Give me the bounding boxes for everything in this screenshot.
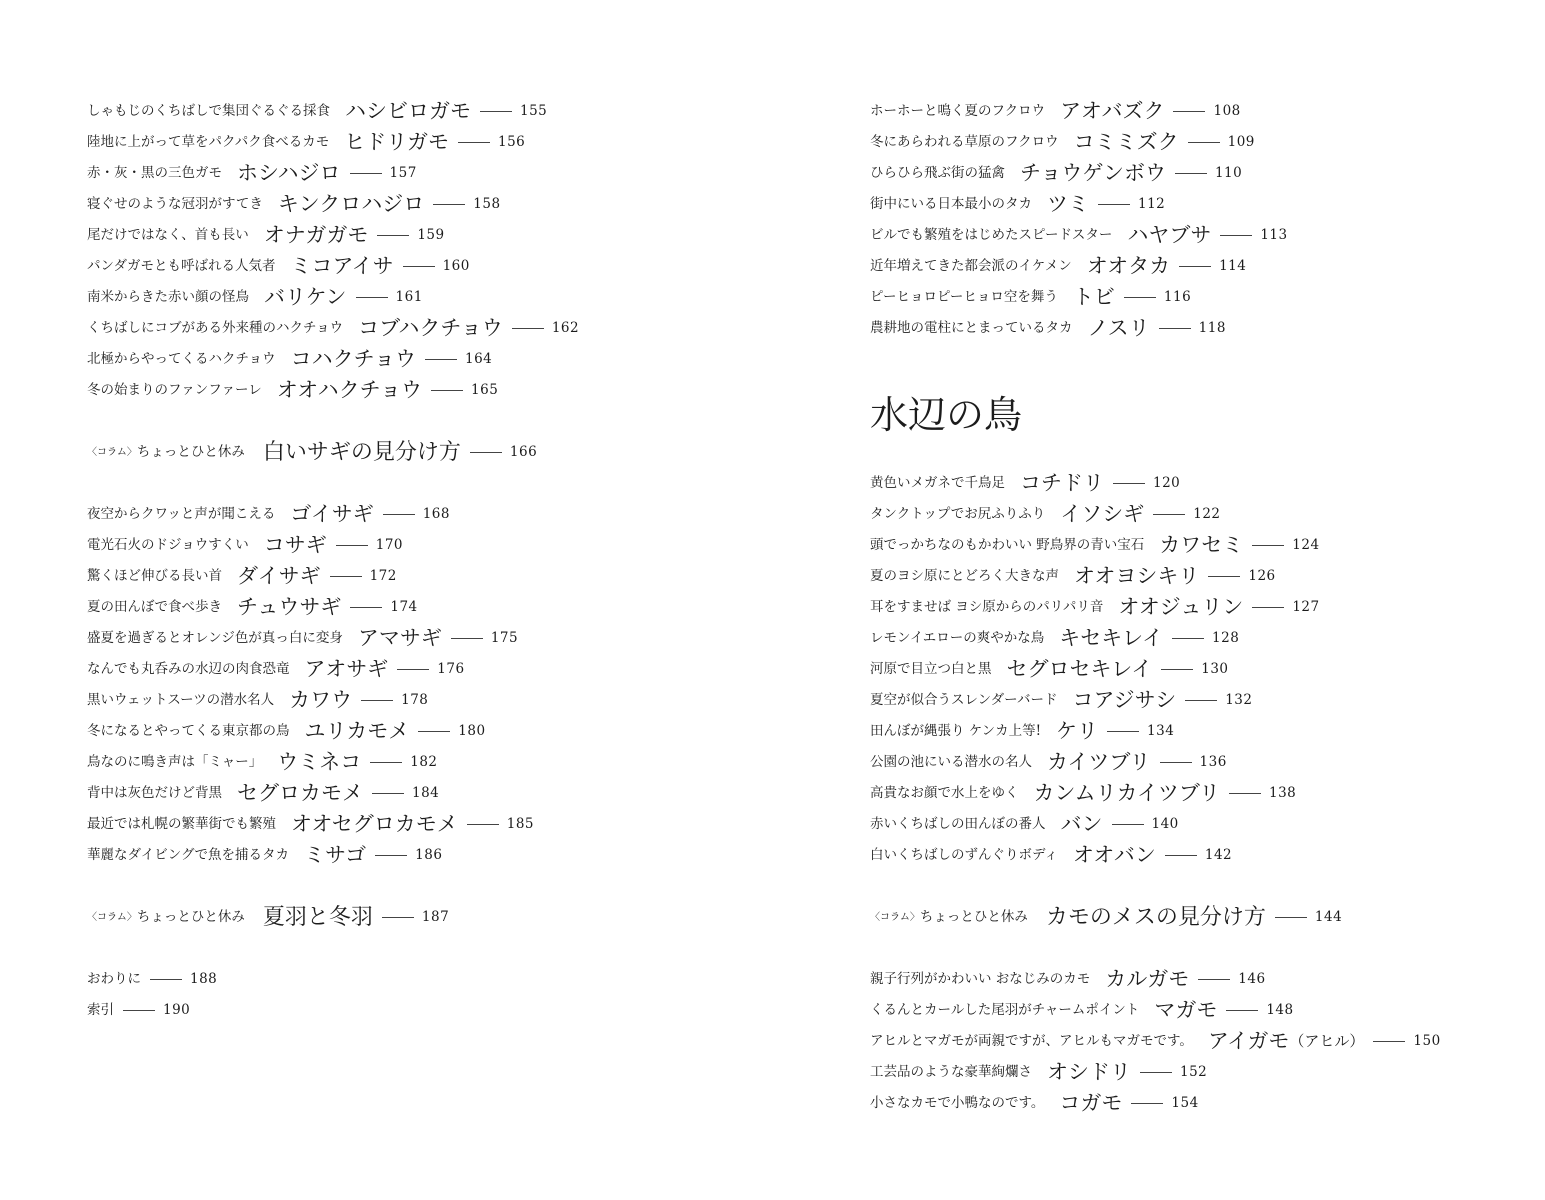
leader-line	[361, 700, 393, 701]
toc-entry	[87, 840, 727, 871]
entry-description: おわりに	[87, 971, 141, 987]
entry-description: 北極からやってくるハクチョウ	[87, 351, 276, 367]
page-number: 126	[1248, 568, 1276, 584]
entry-description: 夜空からクワッと声が聞こえる	[87, 506, 276, 522]
entry-description: 夏空が似合うスレンダーバード	[870, 692, 1058, 708]
leader-line	[403, 266, 435, 267]
section-heading: 水辺の鳥	[870, 393, 1023, 437]
page-number: 172	[369, 568, 397, 584]
page-number: 127	[1292, 599, 1320, 615]
toc-entry	[87, 344, 727, 375]
leader-line	[372, 793, 404, 794]
page-number: 138	[1268, 785, 1297, 801]
toc-entry	[870, 499, 1510, 530]
leader-line	[1098, 204, 1130, 205]
entry-description: ビルでも繁殖をはじめたスピードスター	[870, 227, 1113, 243]
toc-entry	[870, 716, 1510, 747]
entry-description: くるんとカールした尾羽がチャームポイント	[870, 1002, 1140, 1018]
toc-entry	[87, 716, 727, 747]
page-number: 184	[412, 785, 440, 801]
bird-name: オオジュリン	[1118, 595, 1244, 619]
column-title: カモのメスの見分け方	[1045, 905, 1266, 930]
entry-description: 冬の始まりのファンファーレ	[87, 382, 262, 398]
entry-description: アヒルとマガモが両親ですが、アヒルもマガモです。	[870, 1033, 1193, 1049]
page-number: 178	[401, 692, 429, 708]
leader-line	[1131, 1103, 1163, 1104]
page-number: 113	[1260, 227, 1288, 243]
page-number: 182	[410, 754, 438, 770]
toc-entry	[87, 220, 727, 251]
leader-line	[123, 1010, 155, 1011]
bird-name: ハヤブサ	[1127, 223, 1212, 247]
toc-entry	[870, 251, 1510, 282]
page-number: 134	[1147, 723, 1175, 739]
bird-name: チュウサギ	[237, 595, 342, 619]
bird-name: イソシギ	[1060, 502, 1145, 526]
entry-description: なんでも丸呑みの水辺の肉食恐竜	[87, 661, 290, 677]
bird-name: ミコアイサ	[290, 254, 394, 278]
entry-description: 小さなカモで小鴨なのです。	[870, 1095, 1045, 1111]
page-number: 180	[458, 723, 486, 739]
page-number: 142	[1204, 847, 1233, 863]
page-number: 159	[417, 227, 445, 243]
column-label: ちょっとひと休み	[136, 444, 245, 460]
bird-name: カイツブリ	[1047, 750, 1151, 774]
leader-line	[1179, 266, 1211, 267]
toc-entry	[87, 189, 727, 220]
entry-description: 黄色いメガネで千鳥足	[870, 475, 1005, 491]
leader-line	[1175, 173, 1207, 174]
column-group	[87, 902, 727, 933]
leader-line	[1113, 483, 1145, 484]
leader-line	[1373, 1041, 1405, 1042]
toc-entry	[870, 282, 1510, 313]
leader-line	[370, 762, 402, 763]
toc-entry	[87, 809, 727, 840]
leader-line	[1229, 793, 1261, 794]
leader-line	[458, 142, 490, 143]
column-label: ちょっとひと休み	[136, 909, 245, 925]
entry-description: 華麗なダイビングで魚を捕るタカ	[87, 847, 289, 863]
entry-description: 夏のヨシ原にとどろく大きな声	[870, 568, 1059, 584]
bird-name: アオバズク	[1060, 99, 1165, 123]
toc-entry	[87, 313, 727, 344]
bird-name: コミミズク	[1073, 130, 1179, 154]
page-number: 162	[551, 320, 580, 336]
leader-line	[1208, 576, 1240, 577]
entry-group	[87, 964, 727, 1026]
page-number: 144	[1314, 909, 1343, 925]
page-number: 146	[1238, 971, 1266, 987]
page-number: 186	[415, 847, 443, 863]
page-number: 154	[1171, 1095, 1199, 1111]
page-number: 132	[1225, 692, 1253, 708]
leader-line	[1172, 638, 1204, 639]
leader-line	[512, 328, 544, 329]
bird-name: カンムリカイツブリ	[1033, 781, 1220, 805]
bird-name: セグロカモメ	[237, 781, 363, 805]
entry-description: 冬にあらわれる草原のフクロウ	[870, 134, 1059, 150]
page-number: 109	[1227, 134, 1255, 150]
bird-name: ダイサギ	[237, 564, 321, 588]
leader-line	[1107, 731, 1139, 732]
toc-entry	[87, 127, 727, 158]
bird-name: キセキレイ	[1059, 626, 1164, 650]
bird-name: アイガモ	[1207, 1029, 1290, 1053]
entry-description: 工芸品のような豪華絢爛さ	[870, 1064, 1032, 1080]
toc-entry	[870, 809, 1510, 840]
page-number: 158	[473, 196, 501, 212]
leader-line	[1153, 514, 1185, 515]
entry-group	[87, 96, 727, 406]
leader-line	[397, 669, 429, 670]
bird-name: オオハクチョウ	[276, 378, 423, 402]
entry-group	[870, 964, 1510, 1119]
leader-line	[1165, 855, 1197, 856]
column-title: 夏羽と冬羽	[262, 905, 373, 930]
entry-description: 近年増えてきた都会派のイケメン	[870, 258, 1072, 274]
bird-name: オシドリ	[1047, 1060, 1131, 1084]
toc-entry	[87, 654, 727, 685]
leader-line	[1124, 297, 1156, 298]
page-number: 165	[471, 382, 499, 398]
bird-name: ケリ	[1056, 719, 1099, 743]
toc-entry	[870, 189, 1510, 220]
toc-entry	[870, 964, 1510, 995]
leader-line	[1173, 111, 1205, 112]
right-toc-column	[870, 96, 1510, 1119]
page-number: 157	[389, 165, 417, 181]
leader-line	[336, 545, 368, 546]
bird-name-note: （アヒル）	[1289, 1032, 1365, 1050]
page-number: 166	[509, 444, 538, 460]
column-label: ちょっとひと休み	[919, 909, 1028, 925]
toc-entry	[87, 778, 727, 809]
leader-line	[382, 917, 414, 918]
leader-line	[356, 297, 388, 298]
entry-description: 高貴なお顔で水上をゆく	[870, 785, 1019, 801]
entry-group	[870, 96, 1510, 344]
toc-entry	[87, 561, 727, 592]
leader-line	[1159, 328, 1191, 329]
toc-entry	[870, 158, 1510, 189]
entry-description: 鳥なのに鳴き声は「ミャー」	[87, 754, 263, 770]
toc-entry	[87, 964, 727, 995]
entry-group	[87, 499, 727, 871]
leader-line	[377, 235, 409, 236]
entry-description: 黒いウェットスーツの潜水名人	[87, 692, 275, 708]
entry-description: パンダガモとも呼ばれる人気者	[87, 258, 276, 274]
toc-entry	[870, 313, 1510, 344]
entry-description: 白いくちばしのずんぐりボディ	[870, 847, 1058, 863]
entry-description: しゃもじのくちばしで集団ぐるぐる採食	[87, 103, 330, 119]
bird-name: カルガモ	[1105, 967, 1190, 991]
entry-description: 電光石火のドジョウすくい	[87, 537, 249, 553]
leader-line	[418, 731, 450, 732]
leader-line	[431, 390, 463, 391]
entry-description: 公園の池にいる潜水の名人	[870, 754, 1032, 770]
column-group	[870, 902, 1510, 933]
page-number: 170	[375, 537, 404, 553]
entry-description: 赤いくちばしの田んぼの番人	[870, 816, 1046, 832]
entry-description: 背中は灰色だけど背黒	[87, 785, 222, 801]
leader-line	[375, 855, 407, 856]
column-group	[87, 437, 727, 468]
page-number: 114	[1219, 258, 1247, 274]
page-number: 176	[437, 661, 465, 677]
bird-name: ノスリ	[1087, 316, 1150, 340]
page-number: 175	[490, 630, 519, 646]
entry-group	[870, 468, 1510, 871]
leader-line	[467, 824, 499, 825]
bird-name: コブハクチョウ	[358, 316, 503, 340]
entry-description: 河原で目立つ白と黒	[870, 661, 992, 677]
entry-description: 索引	[87, 1002, 114, 1018]
bird-name: ミサゴ	[303, 843, 367, 867]
entry-description: 農耕地の電柱にとまっているタカ	[870, 320, 1073, 336]
entry-description: 尾だけではなく、首も長い	[87, 227, 249, 243]
column-entry	[870, 902, 1510, 933]
toc-entry	[870, 96, 1510, 127]
page-number: 164	[464, 351, 493, 367]
page-number: 187	[421, 909, 450, 925]
leader-line	[425, 359, 457, 360]
page-number: 174	[390, 599, 418, 615]
entry-description: 冬になるとやってくる東京都の鳥	[87, 723, 290, 739]
bird-name: オオセグロカモメ	[291, 812, 458, 836]
page-number: 118	[1198, 320, 1226, 336]
entry-description: 赤・灰・黒の三色ガモ	[87, 165, 222, 181]
entry-description: タンクトップでお尻ふりふり	[870, 506, 1046, 522]
toc-entry	[870, 468, 1510, 499]
column-prefix: 〈コラム〉	[87, 912, 137, 923]
page-number: 152	[1180, 1064, 1208, 1080]
page-number: 130	[1201, 661, 1229, 677]
bird-name: ゴイサギ	[290, 502, 374, 526]
leader-line	[1220, 235, 1252, 236]
bird-name: オオタカ	[1086, 254, 1171, 278]
entry-description: 街中にいる日本最小のタカ	[870, 196, 1032, 212]
bird-name: キンクロハジロ	[277, 192, 425, 216]
page-number: 190	[163, 1002, 191, 1018]
page-number: 161	[395, 289, 423, 305]
entry-description: 陸地に上がって草をパクパク食べるカモ	[87, 134, 330, 150]
bird-name: トビ	[1072, 285, 1115, 309]
leader-line	[1275, 917, 1307, 918]
bird-name: バン	[1060, 812, 1103, 836]
entry-description: 驚くほど伸びる長い首	[87, 568, 222, 584]
bird-name: コガモ	[1059, 1091, 1123, 1115]
bird-name: アオサギ	[304, 657, 389, 681]
leader-line	[350, 173, 382, 174]
page-number: 148	[1266, 1002, 1294, 1018]
toc-entry	[870, 1057, 1510, 1088]
bird-name: コサギ	[263, 533, 327, 557]
bird-name: コアジサシ	[1072, 688, 1177, 712]
toc-entry	[87, 995, 727, 1026]
toc-entry	[87, 282, 727, 313]
toc-entry	[870, 840, 1510, 871]
page-number: 140	[1151, 816, 1179, 832]
leader-line	[451, 638, 483, 639]
leader-line	[1226, 1010, 1258, 1011]
entry-description: 盛夏を過ぎるとオレンジ色が真っ白に変身	[87, 630, 343, 646]
toc-entry	[87, 499, 727, 530]
column-entry	[87, 902, 727, 933]
toc-entry	[87, 592, 727, 623]
leader-line	[1185, 700, 1217, 701]
entry-description: 耳をすませば ヨシ原からのパリパリ音	[870, 599, 1104, 615]
page-number: 108	[1213, 103, 1241, 119]
bird-name: アマサギ	[357, 626, 442, 650]
toc-entry	[87, 623, 727, 654]
page-number: 128	[1212, 630, 1240, 646]
toc-entry	[87, 158, 727, 189]
bird-name: ツミ	[1047, 192, 1089, 216]
page-number: 122	[1193, 506, 1221, 522]
leader-line	[1161, 669, 1193, 670]
toc-entry	[870, 127, 1510, 158]
bird-name: ウミネコ	[277, 750, 362, 774]
bird-name: オオヨシキリ	[1074, 564, 1200, 588]
entry-description: ピーヒョロピーヒョロ空を舞う	[870, 289, 1058, 305]
page-number: 112	[1138, 196, 1166, 212]
bird-name: バリケン	[264, 285, 347, 309]
toc-entry	[870, 995, 1510, 1026]
leader-line	[1188, 142, 1220, 143]
toc-entry	[870, 561, 1510, 592]
page-number: 116	[1163, 289, 1192, 305]
toc-entry	[870, 778, 1510, 809]
page-number: 150	[1413, 1033, 1441, 1049]
leader-line	[330, 576, 362, 577]
leader-line	[1252, 545, 1284, 546]
page-number: 120	[1153, 475, 1181, 491]
bird-name: カワセミ	[1159, 533, 1244, 557]
column-title: 白いサギの見分け方	[262, 440, 461, 465]
leader-line	[1112, 824, 1144, 825]
left-toc-column	[87, 96, 727, 1026]
leader-line	[433, 204, 465, 205]
page-number: 160	[442, 258, 470, 274]
page-number: 110	[1214, 165, 1243, 181]
entry-description: 寝ぐせのような冠羽がすてき	[87, 196, 263, 212]
leader-line	[1198, 979, 1230, 980]
toc-entry	[87, 685, 727, 716]
entry-description: 夏の田んぼで食べ歩き	[87, 599, 222, 615]
leader-line	[1140, 1072, 1172, 1073]
leader-line	[383, 514, 415, 515]
entry-description: 頭でっかちなのもかわいい 野鳥界の青い宝石	[870, 537, 1145, 553]
toc-entry	[870, 654, 1510, 685]
entry-description: くちばしにコブがある外来種のハクチョウ	[87, 320, 344, 336]
bird-name: コハクチョウ	[290, 347, 416, 371]
toc-entry	[87, 96, 727, 127]
toc-entry	[870, 220, 1510, 251]
toc-entry	[87, 530, 727, 561]
entry-description: ホーホーと鳴く夏のフクロウ	[870, 103, 1046, 119]
entry-description: 最近では札幌の繁華街でも繁殖	[87, 816, 276, 832]
page-number: 168	[422, 506, 450, 522]
toc-entry	[870, 685, 1510, 716]
entry-description: 南米からきた赤い顔の怪鳥	[87, 289, 249, 305]
toc-entry	[870, 747, 1510, 778]
toc-entry	[870, 1026, 1510, 1057]
bird-name: ホシハジロ	[237, 161, 341, 185]
entry-description: レモンイエローの爽やかな鳥	[870, 630, 1045, 646]
toc-entry	[870, 1088, 1510, 1119]
bird-name: チョウゲンボウ	[1020, 161, 1166, 185]
bird-name: セグロセキレイ	[1006, 657, 1153, 681]
toc-entry	[870, 530, 1510, 561]
leader-line	[150, 979, 182, 980]
column-entry	[87, 437, 727, 468]
bird-name: カワウ	[289, 688, 353, 712]
leader-line	[350, 607, 382, 608]
leader-line	[470, 452, 502, 453]
toc-entry	[870, 592, 1510, 623]
leader-line	[1252, 607, 1284, 608]
bird-name: ハシビロガモ	[345, 99, 471, 123]
bird-name: オナガガモ	[263, 223, 369, 247]
bird-name: ユリカモメ	[304, 719, 410, 743]
leader-line	[480, 111, 512, 112]
entry-description: ひらひら飛ぶ街の猛禽	[870, 165, 1005, 181]
page-number: 185	[506, 816, 535, 832]
bird-name: オオバン	[1072, 843, 1156, 867]
bird-name: ヒドリガモ	[344, 130, 449, 154]
entry-description: 田んぼが縄張り ケンカ上等!	[870, 723, 1042, 739]
toc-entry	[87, 375, 727, 406]
page-number: 124	[1292, 537, 1320, 553]
bird-name: コチドリ	[1020, 471, 1104, 495]
page-number: 155	[520, 103, 548, 119]
page-number: 136	[1199, 754, 1227, 770]
column-prefix: 〈コラム〉	[870, 912, 920, 923]
entry-description: 親子行列がかわいい おなじみのカモ	[870, 971, 1091, 987]
bird-name: マガモ	[1154, 998, 1218, 1022]
page-number: 156	[498, 134, 526, 150]
page-number: 188	[190, 971, 218, 987]
leader-line	[1160, 762, 1192, 763]
column-prefix: 〈コラム〉	[87, 447, 137, 458]
toc-entry	[870, 623, 1510, 654]
toc-entry	[87, 747, 727, 778]
toc-entry	[87, 251, 727, 282]
